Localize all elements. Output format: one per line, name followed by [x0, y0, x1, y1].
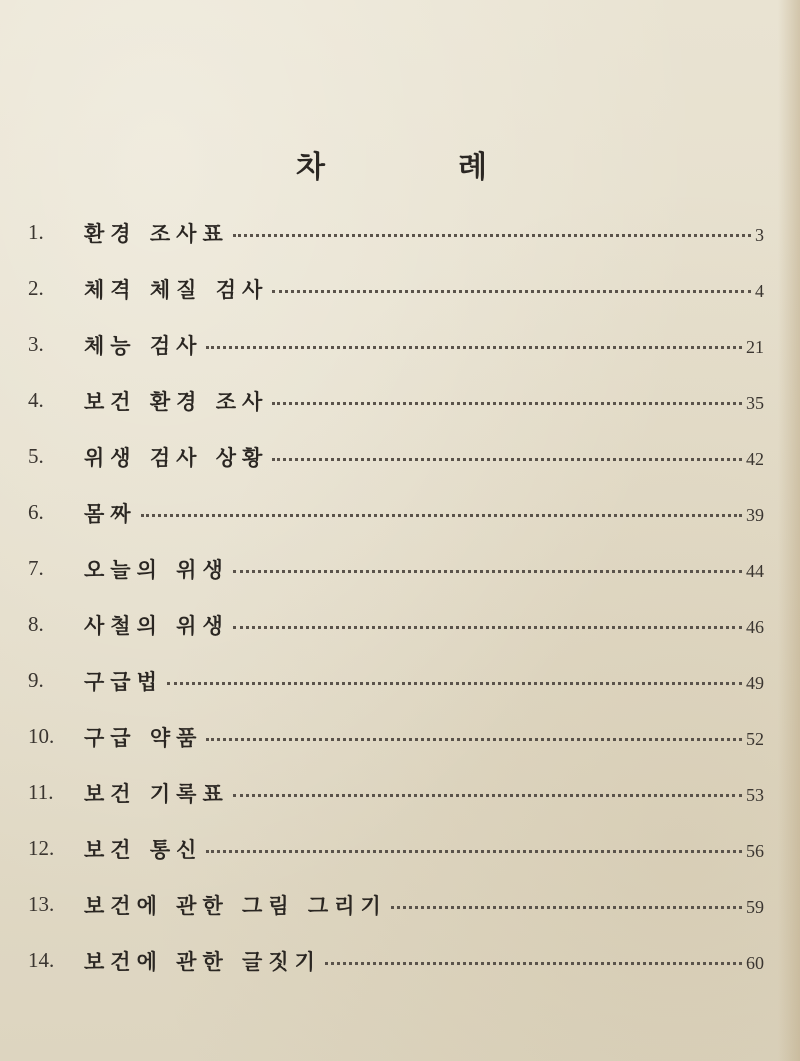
toc-entry-page: 59 [746, 897, 764, 917]
toc-entry-4 [0, 382, 800, 422]
leader-dots [206, 850, 742, 853]
toc-entry-11 [0, 774, 800, 814]
page-title [0, 142, 800, 186]
toc-entry-number: 7. [28, 556, 44, 580]
toc-entry-2 [0, 270, 800, 310]
toc-entry-7 [0, 550, 800, 590]
toc-entry-body [84, 218, 764, 252]
toc-entry-title: 보건에 관한 글짓기 [84, 950, 321, 974]
leader-dots [272, 402, 742, 405]
toc-entry-number: 9. [28, 668, 44, 692]
toc-entry-body [84, 834, 764, 868]
toc-entry-1 [0, 214, 800, 254]
toc-entry-title: 몸짜 [84, 502, 137, 526]
toc-entry-title: 위생 검사 상황 [84, 446, 269, 470]
toc-entry-page: 56 [746, 841, 764, 861]
toc-entry-body [84, 610, 764, 644]
toc-entry-title: 보건 기록표 [84, 782, 229, 806]
toc-entry-number: 4. [28, 388, 44, 412]
toc-entry-number: 5. [28, 444, 44, 468]
page-title-char-1: 차 [296, 150, 326, 185]
toc-entry-body [84, 890, 764, 924]
toc-entry-number: 12. [28, 836, 55, 860]
toc-entry-page: 46 [746, 617, 764, 637]
toc-entry-number: 11. [28, 780, 54, 804]
toc-entry-page: 44 [746, 561, 764, 581]
toc-entry-title: 보건 통신 [84, 838, 203, 862]
toc-entry-number: 13. [28, 892, 55, 916]
leader-dots [325, 962, 742, 965]
toc-entry-body [84, 274, 764, 308]
toc-entry-number: 3. [28, 332, 44, 356]
toc-entry-number: 6. [28, 500, 44, 524]
toc-entry-8 [0, 606, 800, 646]
toc-entry-body [84, 498, 764, 532]
toc-entry-body [84, 442, 764, 476]
leader-dots [206, 346, 742, 349]
toc-entry-body [84, 946, 764, 980]
toc-entry-page: 39 [746, 505, 764, 525]
toc-entry-title: 사철의 위생 [84, 614, 229, 638]
toc-entry-title: 오늘의 위생 [84, 558, 229, 582]
toc-entry-page: 60 [746, 953, 764, 973]
toc-entry-number: 10. [28, 724, 55, 748]
toc-entry-3 [0, 326, 800, 366]
toc-entry-9 [0, 662, 800, 702]
toc-entry-body [84, 722, 764, 756]
page-title-char-2: 례 [458, 150, 488, 185]
toc-entry-title: 보건에 관한 그림 그리기 [84, 894, 387, 918]
toc-entry-number: 1. [28, 220, 44, 244]
toc-entry-13 [0, 886, 800, 926]
toc-entry-body [84, 330, 764, 364]
toc-entry-body [84, 386, 764, 420]
toc-entry-10 [0, 718, 800, 758]
toc-entry-number: 8. [28, 612, 44, 636]
toc-entry-page: 3 [755, 225, 764, 245]
toc-entry-5 [0, 438, 800, 478]
toc-entry-page: 52 [746, 729, 764, 749]
toc-entry-body [84, 778, 764, 812]
toc-entry-body [84, 554, 764, 588]
toc-entry-title: 환경 조사표 [84, 222, 229, 246]
toc-entry-number: 2. [28, 276, 44, 300]
toc-entry-body [84, 666, 764, 700]
leader-dots [167, 682, 742, 685]
leader-dots [233, 234, 751, 237]
toc-entry-title: 구급 약품 [84, 726, 203, 750]
toc-entry-page: 4 [755, 281, 764, 301]
toc-entry-6 [0, 494, 800, 534]
toc-entry-title: 체능 검사 [84, 334, 203, 358]
toc-entry-page: 21 [746, 337, 764, 357]
leader-dots [233, 626, 742, 629]
leader-dots [233, 570, 742, 573]
toc-entry-14 [0, 942, 800, 982]
toc-entry-page: 35 [746, 393, 764, 413]
leader-dots [206, 738, 742, 741]
toc-entry-page: 53 [746, 785, 764, 805]
leader-dots [272, 290, 751, 293]
leader-dots [391, 906, 742, 909]
leader-dots [141, 514, 742, 517]
toc-entry-12 [0, 830, 800, 870]
toc-entry-page: 42 [746, 449, 764, 469]
toc-entry-number: 14. [28, 948, 55, 972]
toc-entry-title: 보건 환경 조사 [84, 390, 269, 414]
toc-entry-title: 구급법 [84, 670, 163, 694]
toc-entry-title: 체격 체질 검사 [84, 278, 269, 302]
leader-dots [272, 458, 742, 461]
toc-entry-page: 49 [746, 673, 764, 693]
leader-dots [233, 794, 742, 797]
